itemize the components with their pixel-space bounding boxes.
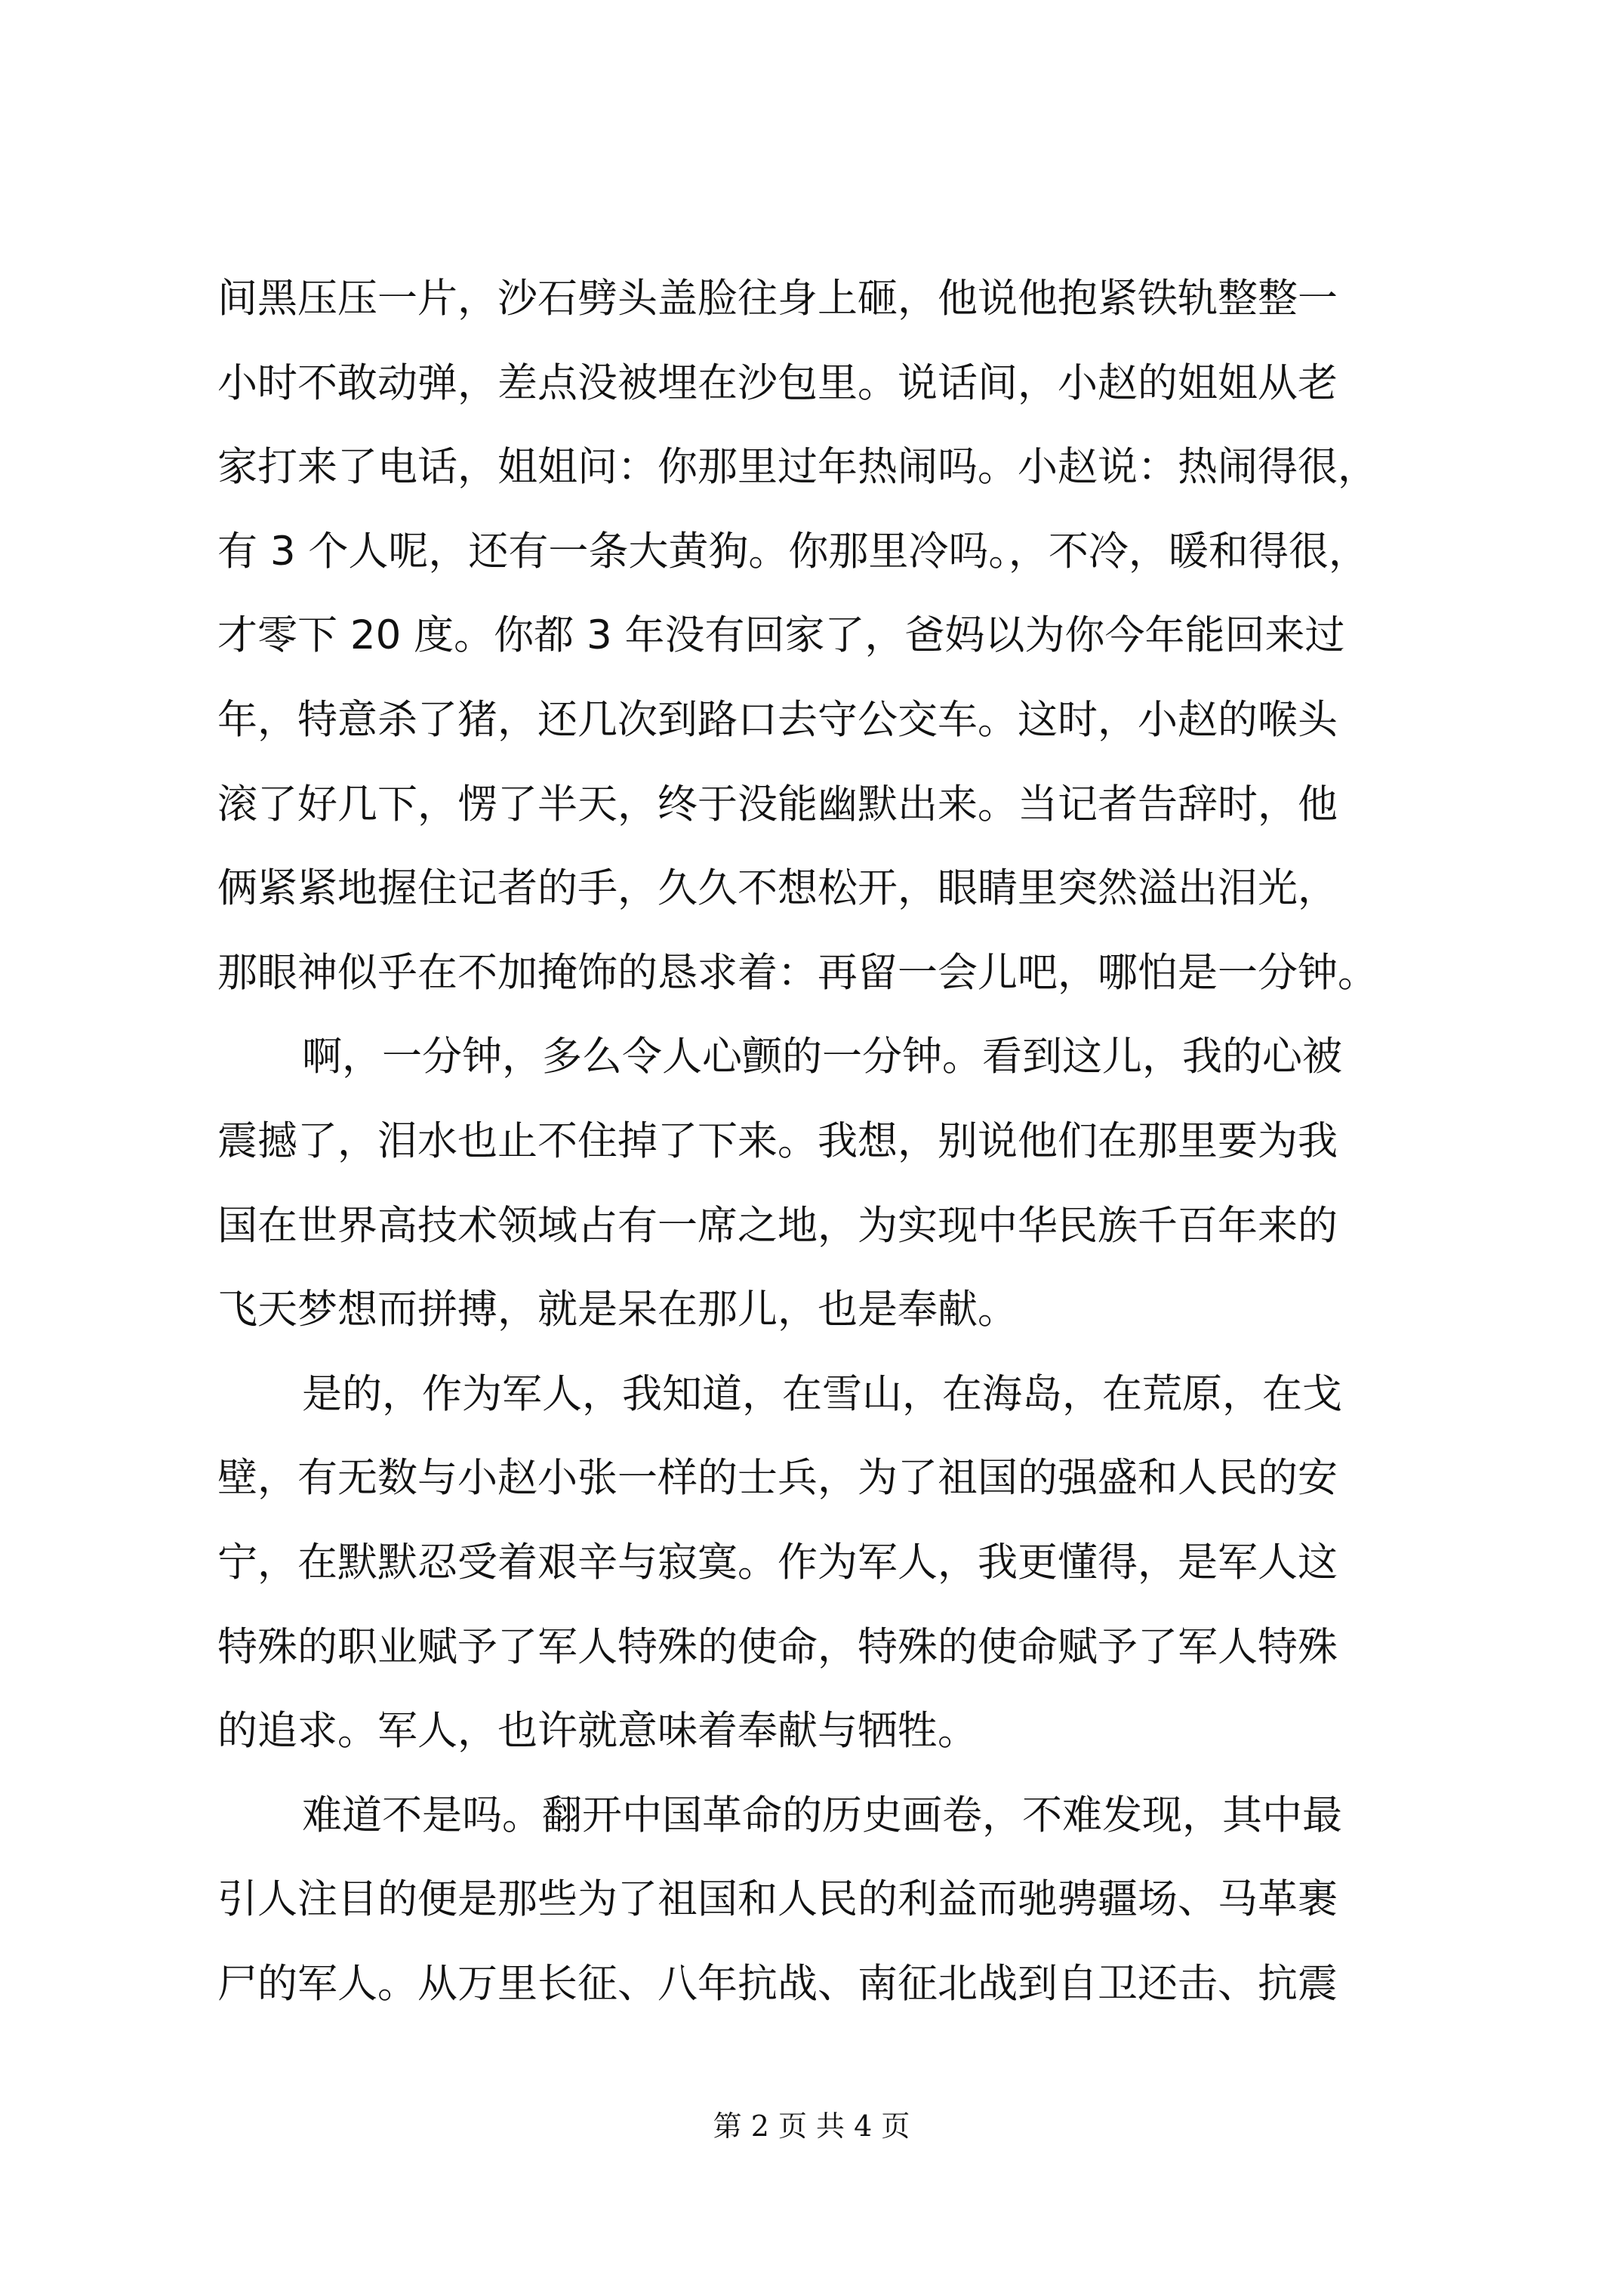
text-line: 滚了好几下，愣了半天，终于没能幽默出来。当记者告辞时，他 xyxy=(217,781,1338,827)
document-body xyxy=(217,257,1418,2026)
text-line: 才零下 20 度。你都 3 年没有回家了，爸妈以为你今年能回来过 xyxy=(217,612,1345,659)
text-line: 家打来了电话，姐姐问：你那里过年热闹吗。小赵说：热闹得很， xyxy=(217,444,1378,491)
text-line: 是的，作为军人，我知道，在雪山，在海岛，在荒原，在戈 xyxy=(302,1370,1342,1417)
text-line: 的追求。军人，也许就意味着奉献与牺牲。 xyxy=(217,1708,978,1755)
text-line: 难道不是吗。翻开中国革命的历史画卷，不难发现，其中最 xyxy=(302,1792,1342,1838)
text-line: 年，特意杀了猪，还几次到路口去守公交车。这时，小赵的喉头 xyxy=(217,696,1338,743)
text-line: 尸的军人。从万里长征、八年抗战、南征北战到自卫还击、抗震 xyxy=(217,1960,1338,2007)
paragraph xyxy=(217,257,1418,1015)
text-line: 震撼了，泪水也止不住掉了下来。我想，别说他们在那里要为我 xyxy=(217,1117,1338,1164)
text-line: 小时不敢动弹，差点没被埋在沙包里。说话间，小赵的姐姐从老 xyxy=(217,359,1338,406)
text-line: 那眼神似乎在不加掩饰的恳求着：再留一会儿吧，哪怕是一分钟。 xyxy=(217,949,1378,996)
text-line: 壁，有无数与小赵小张一样的士兵，为了祖国的强盛和人民的安 xyxy=(217,1455,1338,1502)
text-line: 有 3 个人呢，还有一条大黄狗。你那里冷吗。，不冷，暖和得很， xyxy=(217,528,1369,575)
paragraph xyxy=(217,1774,1418,2026)
text-line: 引人注目的便是那些为了祖国和人民的利益而驰骋疆场、马革裹 xyxy=(217,1876,1338,1923)
text-line: 间黑压压一片，沙石劈头盖脸往身上砸，他说他抱紧铁轨整整一 xyxy=(217,276,1338,322)
text-line: 特殊的职业赋予了军人特殊的使命，特殊的使命赋予了军人特殊 xyxy=(217,1623,1338,1670)
text-line: 国在世界高技术领域占有一席之地，为实现中华民族千百年来的 xyxy=(217,1202,1338,1249)
text-line: 飞天梦想而拼搏，就是呆在那儿，也是奉献。 xyxy=(217,1287,1018,1333)
text-line: 俩紧紧地握住记者的手，久久不想松开，眼睛里突然溢出泪光， xyxy=(217,865,1338,912)
paragraph xyxy=(217,1015,1418,1351)
page-footer: 第 2 页 共 4 页 xyxy=(713,2110,910,2143)
paragraph xyxy=(217,1352,1418,1774)
text-line: 宁，在默默忍受着艰辛与寂寞。作为军人，我更懂得，是军人这 xyxy=(217,1539,1338,1586)
text-line: 啊，一分钟，多么令人心颤的一分钟。看到这儿，我的心被 xyxy=(302,1034,1342,1080)
